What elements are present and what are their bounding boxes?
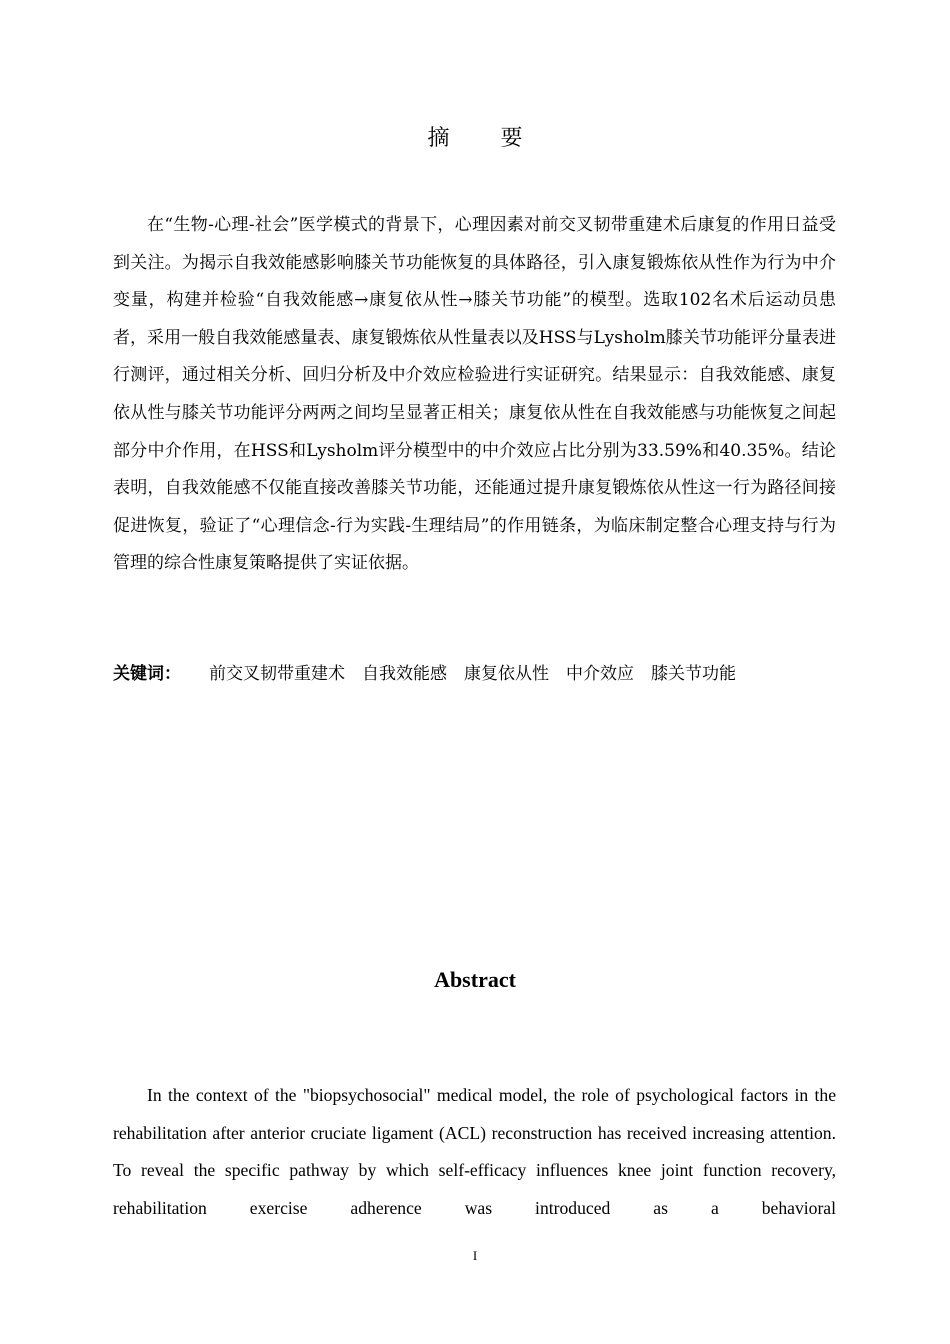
keywords-line	[113, 658, 836, 690]
keyword-item: 自我效能感	[362, 664, 447, 684]
english-abstract-title: Abstract	[434, 967, 516, 992]
chinese-abstract-title: 摘 要	[427, 126, 545, 151]
english-abstract-body: In the context of the "biopsychosocial" medical model, the role of psychological factors in the rehabilitation after anterior cruciate ligament (ACL) reconstruction has received increasing attention. To reveal the specific pathway by which self-efficacy influences knee joint function recovery, rehabilitation exercise adherence was introduced as a behavioral	[113, 1085, 836, 1218]
keywords-label: 关键词：	[113, 664, 181, 684]
page-number: I	[472, 1248, 478, 1263]
keyword-item: 前交叉韧带重建术	[209, 664, 345, 684]
keyword-item: 中介效应	[566, 664, 634, 684]
keyword-item: 膝关节功能	[651, 664, 736, 684]
keyword-item: 康复依从性	[464, 664, 549, 684]
chinese-abstract-body: 在“生物-心理-社会”医学模式的背景下，心理因素对前交叉韧带重建术后康复的作用日益受到关注。为揭示自我效能感影响膝关节功能恢复的具体路径，引入康复锻炼依从性作为行为中介变量，构建并检验“自我效能感→康复依从性→膝关节功能”的模型。选取102名术后运动员患者，采用一般自我效能感量表、康复锻炼依从性量表以及HSS与Lysholm膝关节功能评分量表进行测评，通过相关分析、回归分析及中介效应检验进行实证研究。结果显示：自我效能感、康复依从性与膝关节功能评分两两之间均呈显著正相关；康复依从性在自我效能感与功能恢复之间起部分中介作用，在HSS和Lysholm评分模型中的中介效应占比分别为33.59%和40.35%。结论表明，自我效能感不仅能直接改善膝关节功能，还能通过提升康复锻炼依从性这一行为路径间接促进恢复，验证了“心理信念-行为实践-生理结局”的作用链条，为临床制定整合心理支持与行为管理的综合性康复策略提供了实证依据。	[113, 215, 836, 574]
